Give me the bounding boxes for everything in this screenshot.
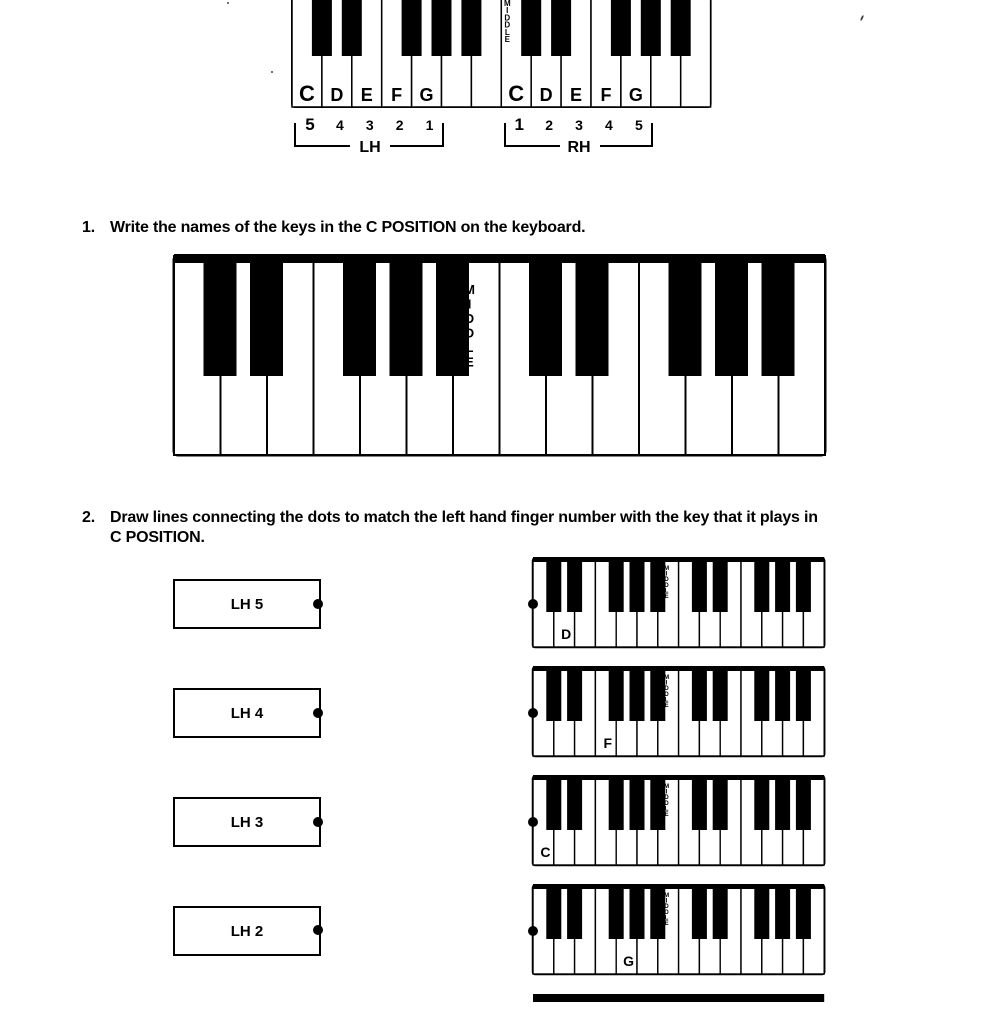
- lh-finger-number: 1: [425, 117, 434, 133]
- question-1-text: Write the names of the keys in the C POSITION on the keyboard.: [110, 219, 586, 236]
- finger-box-lh2: [173, 906, 321, 956]
- finger-box-label: LH 5: [230, 595, 264, 613]
- key-letter: C: [508, 81, 525, 106]
- black-key: [342, 0, 362, 56]
- middle-label-letter: D: [664, 909, 669, 916]
- rh-finger-number: 3: [575, 117, 583, 133]
- black-key: [551, 0, 571, 56]
- key-letter: F: [391, 85, 403, 105]
- rh-finger-number: 1: [514, 115, 524, 134]
- middle-label-letter: E: [465, 354, 474, 370]
- middle-label-letter: D: [504, 20, 511, 30]
- middle-label-letter: L: [465, 340, 474, 355]
- middle-label-letter: D: [664, 582, 669, 589]
- black-key: [609, 559, 624, 612]
- middle-label-letter: I: [665, 789, 668, 796]
- black-key: [567, 777, 582, 830]
- keyboard-dot: [528, 708, 538, 718]
- key-letter: E: [360, 85, 373, 105]
- middle-label-letter: M: [503, 0, 511, 8]
- black-key: [250, 256, 283, 376]
- black-key: [567, 668, 582, 721]
- keyboard-dot: [528, 817, 538, 827]
- middle-label-letter: E: [664, 921, 669, 927]
- black-key: [796, 668, 811, 721]
- black-key: [762, 256, 795, 376]
- black-key: [312, 0, 332, 56]
- finger-box-label: LH 4: [230, 704, 264, 722]
- black-key: [546, 886, 561, 939]
- black-key: [671, 0, 691, 56]
- black-key: [630, 668, 645, 721]
- finger-dot-lh3[interactable]: [313, 817, 323, 827]
- key-letter: G: [628, 85, 643, 105]
- question-1-number: 1.: [82, 219, 95, 236]
- black-key: [796, 777, 811, 830]
- scan-speck: [271, 71, 273, 73]
- middle-label-letter: M: [464, 282, 475, 297]
- mini-keyboard-f: [525, 664, 835, 764]
- black-key: [567, 886, 582, 939]
- middle-label-letter: D: [664, 686, 669, 693]
- black-key: [754, 886, 769, 939]
- black-key: [546, 668, 561, 721]
- key-letter: F: [600, 85, 612, 105]
- mini-keyboard-cut-off: [525, 990, 835, 1010]
- black-key: [715, 256, 748, 376]
- black-key: [576, 256, 609, 376]
- black-key: [713, 559, 728, 612]
- black-key: [775, 886, 790, 939]
- black-key: [432, 0, 452, 56]
- black-key: [546, 559, 561, 612]
- black-key: [650, 886, 665, 939]
- middle-label-letter: L: [664, 697, 669, 704]
- key-letter: C: [540, 844, 551, 860]
- middle-label-letter: E: [664, 594, 669, 600]
- keyboard-dot: [528, 926, 538, 936]
- black-key: [775, 668, 790, 721]
- key-letter: G: [419, 85, 434, 105]
- lh-finger-number: 5: [305, 115, 315, 134]
- finger-box-label: LH 2: [230, 922, 264, 940]
- middle-label-letter: I: [665, 898, 668, 905]
- key-letter: D: [330, 85, 344, 105]
- middle-label-letter: I: [665, 680, 668, 687]
- black-key: [796, 886, 811, 939]
- rh-finger-number: 2: [545, 117, 554, 133]
- black-key: [650, 777, 665, 830]
- black-key: [521, 0, 541, 56]
- key-letter: C: [299, 81, 315, 106]
- middle-label-letter: D: [664, 795, 669, 802]
- finger-box-lh5: [173, 579, 321, 629]
- black-key: [630, 559, 645, 612]
- black-key: [692, 559, 707, 612]
- rh-finger-number: 5: [634, 117, 643, 133]
- key-letter: G: [623, 953, 635, 969]
- middle-label-letter: I: [467, 296, 472, 312]
- lh-finger-number: 3: [365, 117, 374, 133]
- black-key: [630, 777, 645, 830]
- keyboard-top-bar: [533, 994, 824, 1002]
- middle-label-letter: M: [664, 675, 670, 681]
- black-key: [641, 0, 661, 56]
- blank-keyboard: [170, 252, 830, 462]
- finger-dot-lh5[interactable]: [313, 599, 323, 609]
- finger-box-lh3: [173, 797, 321, 847]
- black-key: [775, 559, 790, 612]
- black-key: [204, 256, 237, 376]
- middle-label-letter: E: [664, 703, 669, 709]
- black-key: [669, 256, 702, 376]
- black-key: [692, 777, 707, 830]
- mini-keyboard-d: [525, 555, 835, 655]
- rh-label: RH: [567, 139, 591, 156]
- question-2: [82, 508, 882, 548]
- mini-keyboard-c: [525, 773, 835, 873]
- finger-dot-lh4[interactable]: [313, 708, 323, 718]
- middle-label-letter: M: [664, 893, 670, 899]
- middle-label-letter: I: [506, 6, 509, 16]
- black-key: [402, 0, 422, 56]
- black-key: [713, 668, 728, 721]
- black-key: [529, 256, 562, 376]
- middle-label-letter: D: [504, 13, 511, 23]
- black-key: [713, 886, 728, 939]
- black-key: [692, 668, 707, 721]
- lh-label: LH: [359, 139, 381, 156]
- key-letter: E: [570, 85, 583, 105]
- c-position-reference-keyboard: [290, 0, 720, 170]
- lh-finger-number: 4: [335, 117, 344, 133]
- middle-label-letter: D: [664, 691, 669, 698]
- lh-finger-number: 2: [395, 117, 404, 133]
- black-key: [609, 886, 624, 939]
- black-key: [754, 559, 769, 612]
- middle-label-letter: D: [464, 311, 475, 326]
- middle-label-letter: M: [664, 566, 670, 572]
- black-key: [609, 777, 624, 830]
- question-2-number: 2.: [82, 509, 95, 526]
- key-letter: D: [561, 626, 572, 642]
- black-key: [796, 559, 811, 612]
- scan-speck: [227, 2, 229, 4]
- black-key: [754, 668, 769, 721]
- finger-dot-lh2[interactable]: [313, 925, 323, 935]
- middle-label-letter: D: [464, 325, 475, 341]
- black-key: [343, 256, 376, 376]
- black-key: [461, 0, 481, 56]
- scan-speck: [860, 15, 864, 21]
- finger-box-lh4: [173, 688, 321, 738]
- black-key: [754, 777, 769, 830]
- middle-label-letter: E: [664, 812, 669, 818]
- black-key: [390, 256, 423, 376]
- question-2-text-line1: Draw lines connecting the dots to match the left hand finger number with the key that it plays in: [110, 509, 818, 526]
- black-key: [611, 0, 631, 56]
- rh-finger-number: 4: [605, 117, 613, 133]
- middle-label-letter: D: [664, 577, 669, 584]
- black-key: [546, 777, 561, 830]
- black-key: [567, 559, 582, 612]
- black-key: [650, 668, 665, 721]
- question-2-text-line2: C POSITION.: [110, 529, 205, 546]
- keyboard-dot: [528, 599, 538, 609]
- middle-label-letter: L: [664, 915, 669, 922]
- black-key: [692, 886, 707, 939]
- mini-keyboard-g: [525, 882, 835, 982]
- middle-label-letter: L: [664, 806, 669, 813]
- black-key: [650, 559, 665, 612]
- black-key: [713, 777, 728, 830]
- question-1: [82, 218, 585, 238]
- middle-label-letter: D: [664, 904, 669, 911]
- black-key: [609, 668, 624, 721]
- key-letter: F: [603, 735, 613, 751]
- middle-label-letter: E: [504, 35, 510, 44]
- black-key: [630, 886, 645, 939]
- middle-label-letter: I: [665, 571, 668, 578]
- middle-label-letter: L: [504, 27, 510, 37]
- middle-label-letter: M: [664, 784, 670, 790]
- middle-label-letter: D: [664, 800, 669, 807]
- middle-label-letter: L: [664, 588, 669, 595]
- finger-box-label: LH 3: [230, 813, 264, 831]
- black-key: [775, 777, 790, 830]
- key-letter: D: [539, 85, 553, 105]
